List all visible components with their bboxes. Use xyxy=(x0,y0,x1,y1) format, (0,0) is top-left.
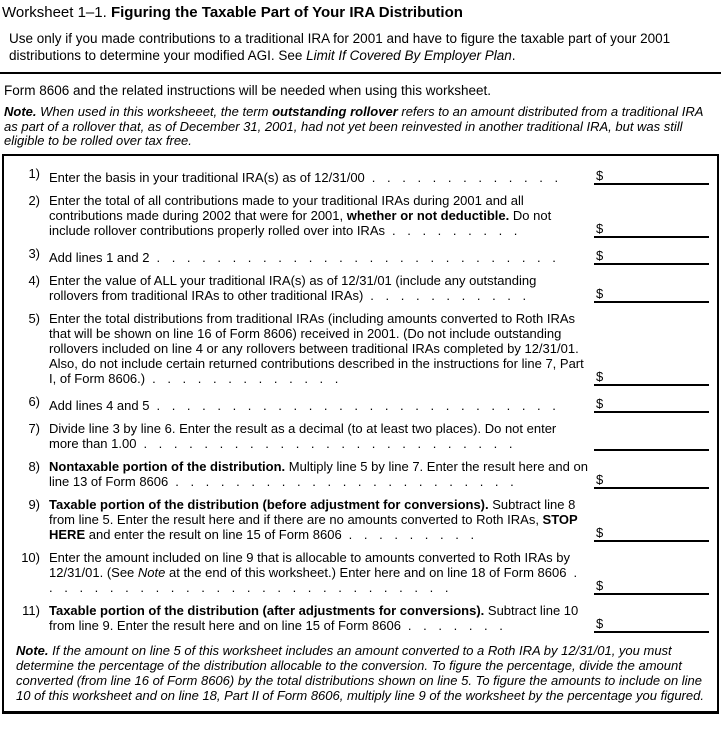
dollar-sign: $ xyxy=(596,247,604,263)
page-title xyxy=(2,4,721,22)
line-number: 6) xyxy=(28,393,40,409)
text-segment: Enter the basis in your traditional IRA(s) as of 12/31/00 xyxy=(49,169,365,185)
worksheet-title: Figuring the Taxable Part of Your IRA Distribution xyxy=(110,4,463,21)
amount-entry-line xyxy=(594,432,709,451)
line-text xyxy=(49,311,589,386)
text-segment: If the amount on line 5 of this worksheet includes an amount converted to a Roth IRA by 12/31/01, you must determine the percentage of the distribution allocable to the conversion. To figure the percentage, divide the amount converted (from line 16 of Form 8606) by the total distributions shown on line 5. To figure the amounts to include on line 10 of this worksheet and on line 18, Part II of Form 8606, multiply line 9 of the worksheet by the percentage you figured. xyxy=(16,642,704,703)
amount-entry-line xyxy=(594,576,709,595)
text-segment: Taxable portion of the distribution (before adjustment for conversions). xyxy=(49,496,489,512)
leader-dots: . . . . . . . . . . . . . xyxy=(152,370,339,386)
leader-dots: . . . . . . . . . . . . . . . . . . . . . . . . . . . xyxy=(156,249,556,265)
text-segment: Subtract line 8 from line 5. Enter the result here and if there are no amounts converted to Roth IRAs, xyxy=(49,496,576,527)
line-text xyxy=(49,497,589,542)
amount-entry-line xyxy=(594,367,709,386)
worksheet-line xyxy=(14,166,709,185)
worksheet-line xyxy=(14,421,709,451)
text-segment: Enter the total of all contributions made to your traditional IRAs during 2001 and all contributions made during 2002 that were for 2001, xyxy=(49,192,524,223)
text-segment: Note. xyxy=(16,642,53,658)
worksheet-line xyxy=(14,550,709,595)
leader-dots: . . . . . . . . . . . . . . . . . . . . . . . . . . . xyxy=(156,397,556,413)
amount-entry-line xyxy=(594,166,709,185)
line-text xyxy=(49,459,589,489)
text-segment: STOP HERE xyxy=(49,511,578,542)
text-segment: Note. xyxy=(4,104,41,119)
line-number: 5) xyxy=(28,310,40,326)
line-number: 7) xyxy=(28,420,40,436)
line-text xyxy=(49,250,589,265)
worksheet-line xyxy=(14,246,709,265)
worksheet-number-label: Worksheet 1–1. xyxy=(2,4,107,21)
dollar-sign: $ xyxy=(596,577,604,593)
line-text xyxy=(49,193,589,238)
intro-paragraph xyxy=(9,31,711,64)
text-segment: Divide line 3 by line 6. Enter the result as a decimal (to at least two places). Do not enter more than 1.00 xyxy=(49,420,557,451)
text-segment: Add lines 4 and 5 xyxy=(49,397,150,413)
dollar-sign: $ xyxy=(596,285,604,301)
worksheet-line xyxy=(14,193,709,238)
leader-dots: . . . . . . . . . . . . . . . . . . . . . . . . . . . . xyxy=(49,564,578,595)
line-number: 4) xyxy=(28,272,40,288)
text-segment: Multiply line 5 by line 7. Enter the result here and on line 13 of Form 8606 xyxy=(49,458,588,489)
leader-dots: . . . . . . . . . xyxy=(392,222,518,238)
leader-dots: . . . . . . . xyxy=(407,617,503,633)
text-segment: Taxable portion of the distribution (after adjustments for conversions). xyxy=(49,602,485,618)
worksheet-line xyxy=(14,459,709,489)
text-segment: Enter the total distributions from traditional IRAs (including amounts converted to Roth IRAs that will be shown on line 16 of Form 8606) received in 2001. (Do not include outstanding rollovers included on line 4 or any rollovers between traditional IRAs completed by 12/31/01. Also, do not include certain returned contributions described in the instructions for line 7, Part I, of Form 8606.) xyxy=(49,310,584,386)
text-segment: Nontaxable portion of the distribution. xyxy=(49,458,286,474)
amount-entry-line xyxy=(594,394,709,413)
text-segment: whether or not deductible. xyxy=(346,207,510,223)
worksheet-line xyxy=(14,273,709,303)
text-segment: Note xyxy=(137,564,166,580)
text-segment: When used in this worksheeet, the term xyxy=(40,104,273,119)
line-text xyxy=(49,398,589,413)
text-segment: at the end of this worksheet.) Enter here and on line 18 of Form 8606 xyxy=(165,564,567,580)
text-segment: Do not include rollover contributions properly rolled over into IRAs xyxy=(49,207,552,238)
worksheet-line xyxy=(14,311,709,386)
leader-dots: . . . . . . . . . . . . . . . . . . . . . . . xyxy=(175,473,514,489)
text-segment: Enter the value of ALL your traditional IRA(s) as of 12/31/01 (include any outstanding rollovers from traditional IRAs to other traditional IRAs) xyxy=(49,272,537,303)
divider-rule xyxy=(0,72,721,74)
text-segment: outstanding rollover xyxy=(272,104,398,119)
line-text xyxy=(49,170,589,185)
worksheet-lines xyxy=(14,166,709,633)
text-segment: Limit If Covered By Employer Plan xyxy=(306,47,512,63)
dollar-sign: $ xyxy=(596,368,604,384)
dollar-sign: $ xyxy=(596,615,604,631)
line-text xyxy=(49,273,589,303)
amount-entry-line xyxy=(594,219,709,238)
text-segment: Add lines 1 and 2 xyxy=(49,249,150,265)
dollar-sign: $ xyxy=(596,167,604,183)
worksheet-line xyxy=(14,603,709,633)
text-segment: Use only if you made contributions to a traditional IRA for 2001 and have to figure the taxable part of your 2001 distributions to determine your modified AGI. See xyxy=(9,31,671,63)
amount-entry-line xyxy=(594,470,709,489)
leader-dots: . . . . . . . . . . . . . . . . . . . . . . . . . xyxy=(143,435,513,451)
line-text xyxy=(49,550,589,595)
line-number: 2) xyxy=(28,192,40,208)
line-number: 10) xyxy=(21,549,40,565)
line-number: 1) xyxy=(28,165,40,181)
line-number: 3) xyxy=(28,245,40,261)
bottom-note xyxy=(16,643,707,703)
top-note xyxy=(4,105,719,149)
line-text xyxy=(49,603,589,633)
leader-dots: . . . . . . . . . . . xyxy=(370,287,527,303)
worksheet-box xyxy=(2,154,719,714)
line-number: 9) xyxy=(28,496,40,512)
line-number: 11) xyxy=(22,602,40,618)
dollar-sign: $ xyxy=(596,471,604,487)
amount-entry-line xyxy=(594,614,709,633)
dollar-sign: $ xyxy=(596,220,604,236)
worksheet-line xyxy=(14,497,709,542)
leader-dots: . . . . . . . . . xyxy=(348,526,475,542)
leader-dots: . . . . . . . . . . . . . xyxy=(371,169,559,185)
line-number: 8) xyxy=(28,458,40,474)
text-segment: Subtract line 10 from line 9. Enter the result here and on line 15 of Form 8606 xyxy=(49,602,579,633)
dollar-sign: $ xyxy=(596,395,604,411)
form-8606-note: Form 8606 and the related instructions will be needed when using this worksheet. xyxy=(4,83,492,98)
dollar-sign: $ xyxy=(596,524,604,540)
text-segment: refers to an amount distributed from a traditional IRA as part of a rollover that, as of December 31, 2001, had not yet been reinvested in another traditional IRA, but was still eligible to be rolled over tax free. xyxy=(4,104,703,148)
text-segment: Enter the amount included on line 9 that is allocable to amounts converted to Roth IRAs by 12/31/01. (See xyxy=(49,549,571,580)
worksheet-line xyxy=(14,394,709,413)
amount-entry-line xyxy=(594,246,709,265)
line-text xyxy=(49,421,589,451)
amount-entry-line xyxy=(594,284,709,303)
text-segment: and enter the result on line 15 of Form 8606 xyxy=(85,526,342,542)
text-segment: . xyxy=(511,47,516,63)
amount-entry-line xyxy=(594,523,709,542)
